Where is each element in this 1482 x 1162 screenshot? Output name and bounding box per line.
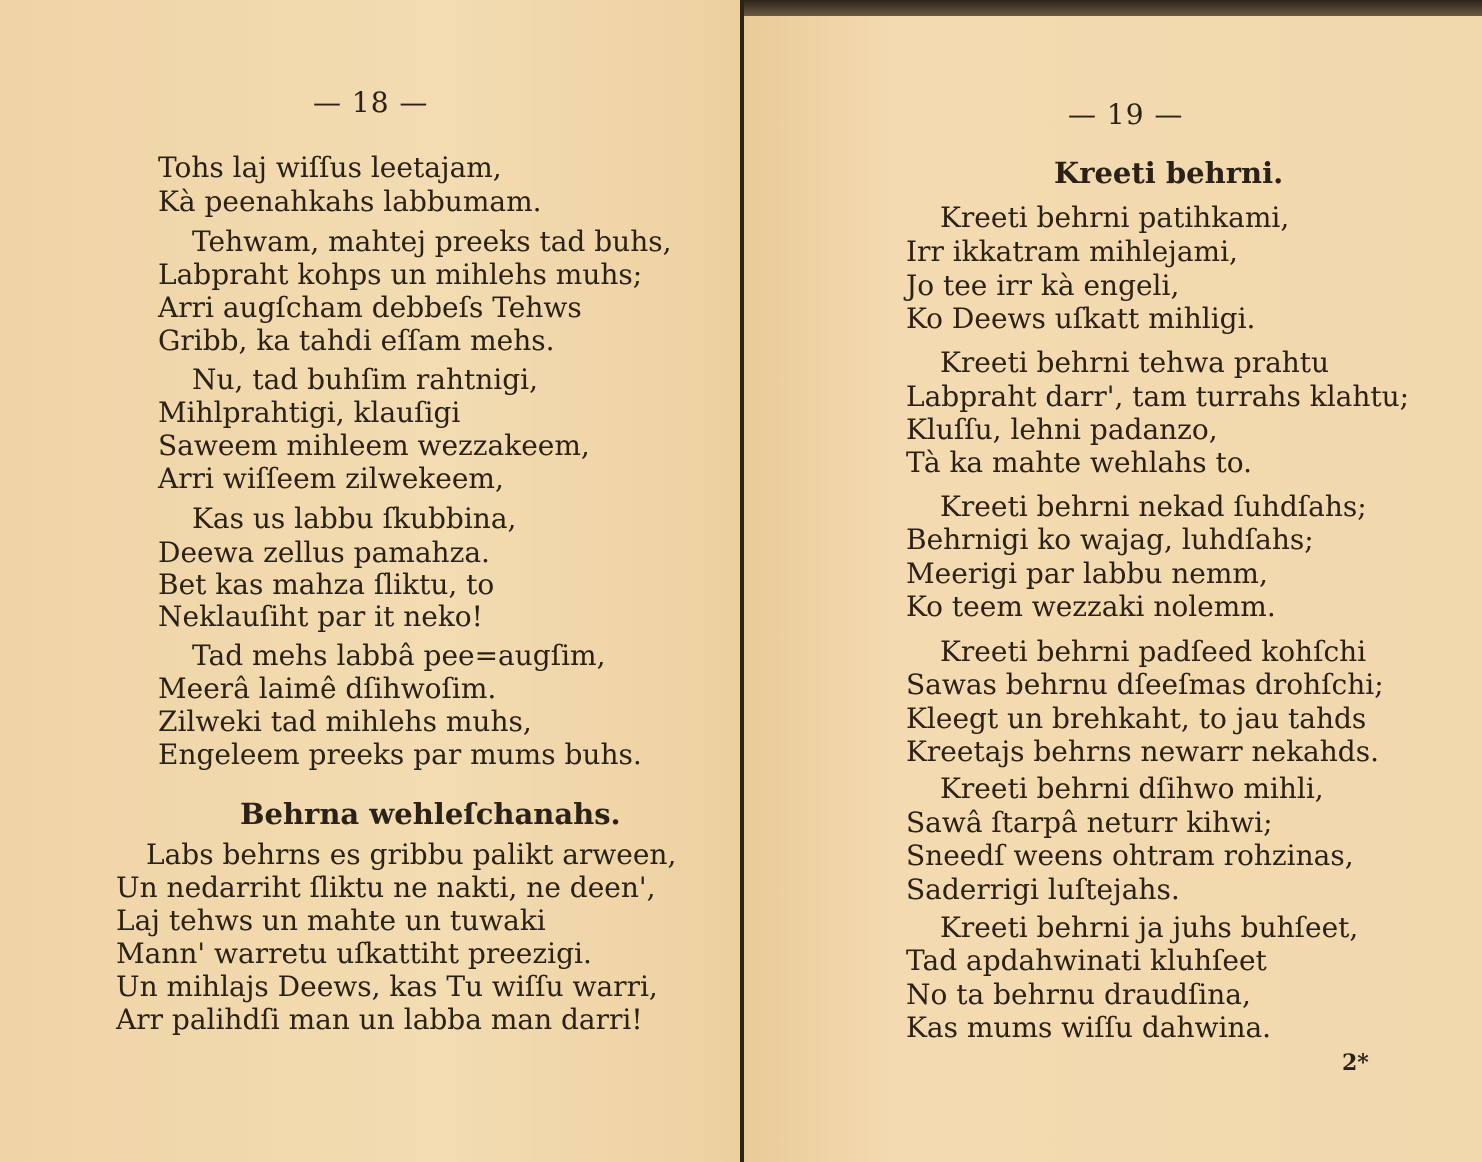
verse-line: Sneedſ weens ohtram rohzinas, (906, 839, 1354, 872)
verse-line: Laj tehws un mahte un tuwaki (116, 904, 546, 937)
verse-line: Ko teem wezzaki nolemm. (906, 590, 1276, 623)
verse-line: Engeleem preeks par mums buhs. (158, 738, 642, 771)
verse-line: Arr palihdſi man un labba man darri! (116, 1003, 643, 1036)
verse-line: Nu, tad buhſim rahtnigi, (192, 363, 538, 396)
verse-line: Bet kas mahza ſliktu, to (158, 568, 495, 601)
verse-line: Sawâ ſtarpâ neturr kihwi; (906, 806, 1273, 839)
verse-line: Labpraht darr', tam turrahs klahtu; (906, 380, 1410, 413)
verse-line: Labs behrns es gribbu palikt arween, (146, 838, 677, 871)
verse-line: Kas us labbu ſkubbina, (192, 502, 517, 535)
verse-line: Zilweki tad mihlehs muhs, (158, 705, 532, 738)
verse-line: Tad mehs labbâ pee=augſim, (192, 639, 606, 672)
verse-line: Ko Deews uſkatt mihligi. (906, 302, 1256, 335)
poem-title: Kreeti behrni. (1054, 156, 1284, 190)
verse-line: Saweem mihleem wezzakeem, (158, 429, 590, 462)
verse-line: Irr ikkatram mihlejami, (906, 235, 1238, 268)
verse-line: Kreeti behrni padſeed kohſchi (940, 635, 1367, 668)
page-number-left: — 18 — (313, 86, 429, 119)
verse-line: Un mihlajs Deews, kas Tu wiſſu warri, (116, 970, 658, 1003)
verse-line: Tad apdahwinati kluhſeet (906, 944, 1267, 977)
verse-line: Mann' warretu uſkattiht preezigi. (116, 937, 592, 970)
verse-line: Tehwam, mahtej preeks tad buhs, (192, 225, 672, 258)
verse-line: Behrnigi ko wajag, luhdſahs; (906, 523, 1314, 556)
verse-line: Un nedarriht ſliktu ne nakti, ne deen', (116, 871, 656, 904)
verse-line: No ta behrnu draudſina, (906, 978, 1251, 1011)
verse-line: Kluſſu, lehni padanzo, (906, 413, 1218, 446)
poem-title: Behrna wehleſchanahs. (240, 797, 621, 831)
verse-line: Kreeti behrni patihkami, (940, 201, 1290, 234)
verse-line: Kas mums wiſſu dahwina. (906, 1011, 1272, 1044)
verse-line: Neklauſiht par it neko! (158, 600, 483, 633)
verse-line: Kreetajs behrns newarr nekahds. (906, 735, 1379, 768)
verse-line: Mihlprahtigi, klauſigi (158, 396, 461, 429)
verse-line: Kà peenahkahs labbumam. (158, 185, 542, 218)
verse-line: Kreeti behrni ja juhs buhſeet, (940, 911, 1359, 944)
verse-line: Gribb, ka tahdi eſſam mehs. (158, 324, 555, 357)
verse-line: Arri augſcham debbeſs Tehws (158, 291, 582, 324)
right-page (744, 0, 1482, 1162)
verse-line: Kleegt un brehkaht, to jau tahds (906, 702, 1367, 735)
verse-line: Arri wiſſeem zilwekeem, (158, 462, 504, 495)
verse-line: Meerâ laimê dſihwoſim. (158, 672, 497, 705)
left-page (0, 0, 740, 1162)
verse-line: Sawas behrnu dſeeſmas drohſchi; (906, 668, 1384, 701)
verse-line: Labpraht kohps un mihlehs muhs; (158, 258, 643, 291)
verse-line: Meerigi par labbu nemm, (906, 557, 1268, 590)
verse-line: Saderrigi luſtejahs. (906, 873, 1180, 906)
verse-line: Jo tee irr kà engeli, (906, 269, 1180, 302)
verse-line: Deewa zellus pamahza. (158, 536, 490, 569)
verse-line: Tà ka mahte wehlahs to. (906, 446, 1253, 479)
signature-mark: 2* (1342, 1050, 1369, 1076)
page-number-right: — 19 — (1068, 98, 1184, 131)
verse-line: Kreeti behrni tehwa prahtu (940, 346, 1330, 379)
page-edge-shadow (744, 0, 1482, 16)
verse-line: Tohs laj wiſſus leetajam, (158, 151, 502, 184)
verse-line: Kreeti behrni dſihwo mihli, (940, 772, 1324, 805)
verse-line: Kreeti behrni nekad ſuhdſahs; (940, 490, 1367, 523)
